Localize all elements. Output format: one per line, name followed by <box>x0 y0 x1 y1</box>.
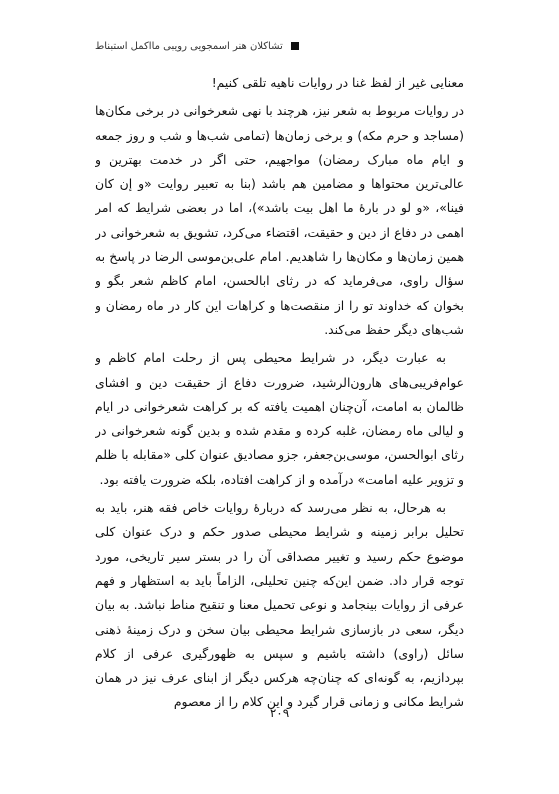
header-title: تشاکلان هنر اسمجویی رویبی ما‌اکمل استبناط <box>95 40 283 52</box>
body-text <box>95 71 464 714</box>
paragraph-3: به عبارت دیگر، در شرایط محیطی پس از رحلت امام کاظم و عوام‌فریبی‌های هارون‌الرشید، ضرورت دفاع از حقیقت دین و افشای ظالمان به امامت، آن‌چنان اهمیت یافته که بر کراهت شعرخوانی در ایام و لیالی ماه رمضان، غلبه کرده و مقدم شده و بدین گونه شعرخوانی در رثای ابوالحسن، موسی‌بن‌جعفر، جزو مصادیق عنوان کلی «مقابله با ظلم و تزویر علیه امامت» درآمده و از کراهت افتاده، بلکه ضرورت یافته بود. <box>95 350 464 487</box>
square-marker-icon <box>291 42 299 50</box>
running-header <box>95 36 464 56</box>
page-number: ۲۰۹ <box>269 706 290 720</box>
paragraph-1: معنایی غیر از لفظ غنا در روایات ناهیه تلقی کنیم! <box>211 75 464 90</box>
paragraph-2: در روایات مربوط به شعر نیز، هرچند با نهی شعرخوانی در برخی مکان‌ها (مساجد و حرم مکه) و برخی زمان‌ها (تمامی شب‌ها و شب و روز جمعه و ایام ماه مبارک رمضان) مواجهیم، حتی اگر در خدمت بهترین و عالی‌ترین محتواها و مضامین هم باشد (بنا به تعبیر روایت «و إن کان فینا»، «و لو در بارهٔ ما اهل بیت باشد»)، اما در بعضی شرایط که امر اهمی در دفاع از دین و حقیقت، اقتضاء می‌کرد، تشویق به شعرخوانی در همین زمان‌ها و مکان‌ها را شاهدیم. امام علی‌بن‌موسی الرضا در پاسخ به سؤال راوی، می‌فرماید که در رثای ابالحسن، امام کاظم شعر بگو و بخوان که خداوند تو را از منقصت‌ها و کراهات این کار در ماه رمضان و شب‌های دیگر حفظ می‌کند. <box>95 103 464 337</box>
paragraph-4: به هرحال، به نظر می‌رسد که دربارهٔ روایات خاص فقه هنر، باید به تحلیل برابر زمینه و شرایط محیطی صدور حکم و درک عنوان کلی موضوع حکم رسید و تغییر مصداقی آن را در بستر سیر تاریخی، مورد توجه قرار داد. ضمن این‌که چنین تحلیلی، الزاماً باید به استظهار و فهم عرفی از روایات بینجامد و نوعی تحمیل معنا و تنقیح مناط نباشد. به بیان دیگر، سعی در بازسازی شرایط محیطی بیان سخن و درک زمینهٔ ذهنی سائل (راوی) داشته باشیم و سپس به ظهورگیری عرفی از کلام بپردازیم، به گونه‌ای که چنان‌چه هرکس دیگر از ابنای عرف نیز در همان شرایط مکانی و زمانی قرار گیرد و این کلام را از معصوم <box>95 500 464 710</box>
